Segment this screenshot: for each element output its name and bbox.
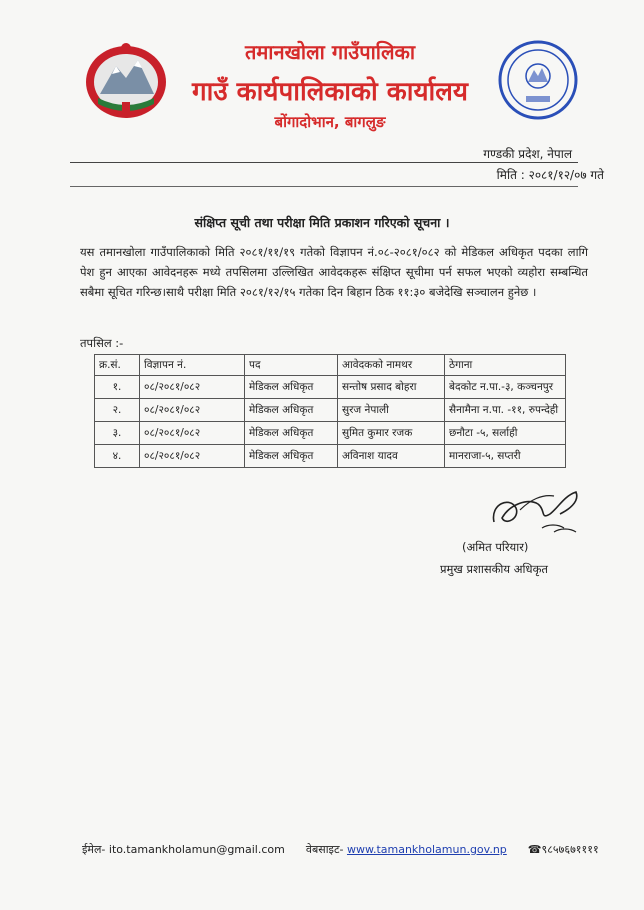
notice-subject: संक्षिप्त सूची तथा परीक्षा मिति प्रकाशन गरिएको सूचना । [194,215,450,230]
cell-serial: १. [95,376,140,399]
phone-number: ९८५७६७११११ [541,843,599,856]
col-header-address: ठेगाना [445,355,566,376]
cell-serial: २. [95,399,140,422]
signatory-title: प्रमुख प्रशासकीय अधिकृत [440,562,548,576]
cell-post: मेडिकल अधिकृत [245,376,338,399]
email-link[interactable]: ito.tamankholamun@gmail.com [108,843,285,856]
col-header-ad-no: विज्ञापन नं. [140,355,245,376]
municipality-seal-icon [496,38,580,122]
cell-ad-no: ०८/२०८१/०८२ [140,376,245,399]
cell-ad-no: ०८/२०८१/०८२ [140,445,245,468]
header-divider [70,162,578,163]
cell-address: छनौटा -५, सर्लाही [445,422,566,445]
table-row [95,422,566,445]
col-header-applicant: आवेदकको नामथर [338,355,445,376]
table-row [95,399,566,422]
cell-ad-no: ०८/२०८१/०८२ [140,422,245,445]
office-name: गाउँ कार्यपालिकाको कार्यालय [192,77,468,107]
signatory-name: (अमित परियार) [462,540,529,554]
notice-body: यस तमानखोला गाउँपालिकाको मिति २०८१/११/१९ गतेको विज्ञापन नं.०८-२०८१/०८२ को मेडिकल अधिकृत पदका लागि पेश हुन आएका आवेदनहरू मध्ये तपसिलमा उल्लिखित आवेदकहरू संक्षिप्त सूचीमा पर्न सफल भएको व्यहोरा सम्बन्धित सबैमा सूचित गरिन्छ।साथै परीक्षा मिति २०८१/१२/१५ गतेका दिन बिहान ठिक ११:३० बजेदेखि सञ्चालन हुनेछ । [80,245,588,299]
province-label: गण्डकी प्रदेश, नेपाल [483,147,572,161]
cell-address: सैनामैना न.पा. -११, रुपन्देही [445,399,566,422]
date-divider [70,186,578,187]
cell-post: मेडिकल अधिकृत [245,445,338,468]
website-label: वेबसाइट- [305,843,344,856]
cell-applicant: सुमित कुमार रजक [338,422,445,445]
cell-applicant: सुरज नेपाली [338,399,445,422]
cell-address: बेदकोट न.पा.-३, कञ्चनपुर [445,376,566,399]
website-link[interactable]: www.tamankholamun.gov.np [346,843,507,856]
table-header-row [95,355,566,376]
table-row [95,445,566,468]
cell-serial: ३. [95,422,140,445]
office-address: बोंगादोभान, बागलुङ [274,113,386,131]
notice-date: मिति : २०८१/१२/०७ गते [496,168,604,182]
cell-applicant: सन्तोष प्रसाद बोहरा [338,376,445,399]
cell-post: मेडिकल अधिकृत [245,399,338,422]
municipality-name: तमानखोला गाउँपालिका [244,40,416,64]
footer-contact [82,842,602,857]
cell-serial: ४. [95,445,140,468]
tapsil-label: तपसिल :- [80,336,124,350]
nepal-emblem-icon [78,38,174,122]
table-row [95,376,566,399]
cell-applicant: अविनाश यादव [338,445,445,468]
cell-address: मानराजा-५, सप्तरी [445,445,566,468]
email-label: ईमेल- [82,843,106,856]
signature-icon [480,474,590,544]
shortlist-table [94,354,566,468]
phone-icon: ☎ [527,843,542,856]
cell-ad-no: ०८/२०८१/०८२ [140,399,245,422]
col-header-post: पद [245,355,338,376]
cell-post: मेडिकल अधिकृत [245,422,338,445]
col-header-serial: क्र.सं. [95,355,140,376]
